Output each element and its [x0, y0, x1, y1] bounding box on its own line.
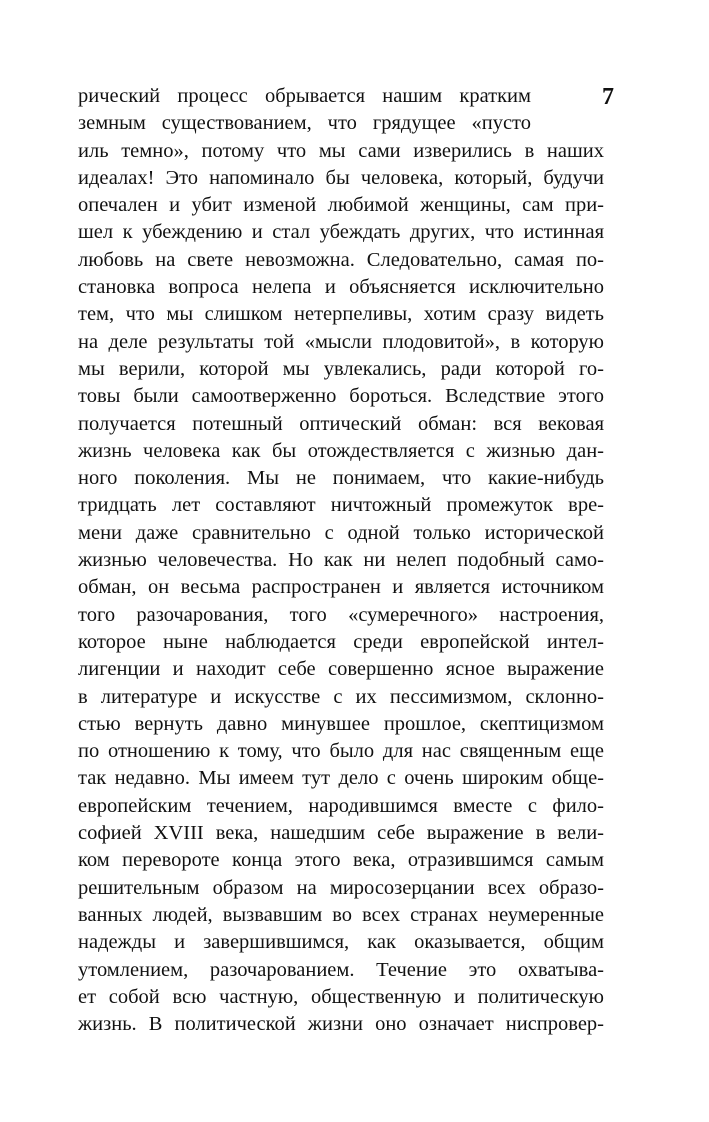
text-line: становка вопроса нелепа и объясняется исключительно	[78, 276, 604, 299]
text-line: земным существованием, что грядущее «пусто	[78, 112, 531, 135]
text-line: жизнь человека как бы отождествляется с жизнью дан-	[78, 439, 604, 462]
text-line: обман, он весьма распространен и является источником	[78, 576, 604, 599]
text-line: любовь на свете невозможна. Следовательно, самая по-	[78, 248, 604, 271]
text-line: утомлением, разочарованием. Течение это охватыва-	[78, 958, 604, 981]
text-line: стью вернуть давно минувшее прошлое, скептицизмом	[78, 712, 604, 735]
text-line: лигенции и находит себе совершенно ясное выражение	[78, 658, 604, 681]
text-line: мы верили, которой мы увлекались, ради которой го-	[78, 357, 604, 380]
text-line: товы были самоотверженно бороться. Вследствие этого	[78, 385, 604, 408]
text-line: надежды и завершившимся, как оказывается, общим	[78, 931, 604, 954]
text-line: ком перевороте конца этого века, отразившимся самым	[78, 849, 604, 872]
text-line: софией XVIII века, нашедшим себе выражение в вели-	[78, 822, 604, 845]
text-line: тридцать лет составляют ничтожный промежуток вре-	[78, 494, 604, 517]
text-line: по отношению к тому, что было для нас священным еще	[78, 740, 604, 763]
text-line: так недавно. Мы имеем тут дело с очень широким обще-	[78, 767, 604, 790]
text-line: жизнью человечества. Но как ни нелеп подобный само-	[78, 549, 604, 572]
text-line: получается потешный оптический обман: вся вековая	[78, 412, 604, 435]
text-line: ванных людей, вызвавшим во всех странах неумеренные	[78, 903, 604, 926]
page-number: 7	[602, 84, 614, 110]
text-line: опечален и убит изменой любимой женщины, сам при-	[78, 194, 604, 217]
text-line: на деле результаты той «мысли плодовитой», в которую	[78, 330, 604, 353]
text-line: европейским течением, народившимся вместе с фило-	[78, 794, 604, 817]
text-line: которое ныне наблюдается среди европейской интел-	[78, 630, 604, 653]
text-line: мени даже сравнительно с одной только исторической	[78, 521, 604, 544]
text-line: тем, что мы слишком нетерпеливы, хотим сразу видеть	[78, 303, 604, 326]
text-line: рический процесс обрывается нашим кратким	[78, 85, 531, 107]
text-line: иль темно», потому что мы сами изверились в наших	[78, 139, 604, 162]
text-line: жизнь. В политической жизни оно означает ниспровер-	[78, 1013, 604, 1036]
text-line: идеалах! Это напоминало бы человека, который, будучи	[78, 166, 604, 189]
text-line: ет собой всю частную, общественную и политическую	[78, 985, 604, 1008]
text-line: ного поколения. Мы не понимаем, что какие-нибудь	[78, 467, 604, 490]
text-line: того разочарования, того «сумеречного» настроения,	[78, 603, 604, 626]
text-line: в литературе и искусстве с их пессимизмом, склонно-	[78, 685, 604, 708]
body-text	[78, 83, 604, 1038]
text-line: решительным образом на миросозерцании всех образо-	[78, 876, 604, 899]
text-line: шел к убеждению и стал убеждать других, что истинная	[78, 221, 604, 244]
